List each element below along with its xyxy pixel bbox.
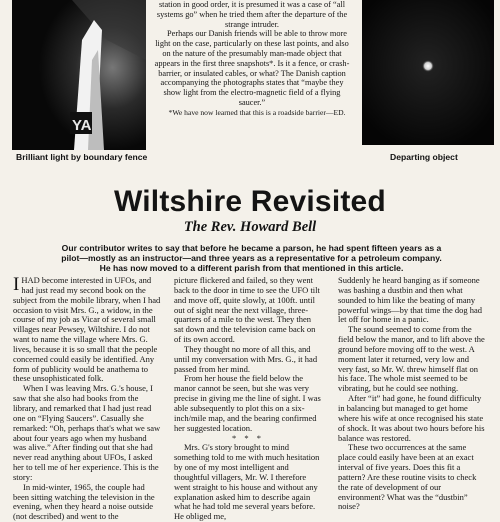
article-paragraph: From her house the field below the manor cannot be seen, but she was very precise in giving me the line of sight. I was able subsequently to plot this on a six-inch/mile map, and the bearing confirmed her suggested location.: [174, 373, 321, 433]
svg-text:YA: YA: [72, 117, 92, 134]
photo-brilliant-light-image: [12, 0, 146, 150]
article-paragraph-text: HAD become interested in UFOs, and had just read my second book on the subject from the mobile library, when I had occasion to visit Mrs. G., a widow, in the course of my job as Vicar of several small villages near Pewsey, Wiltshire. I do not want to name the village where Mrs. G. lives, because it is so small that the people concerned could easily be identified. Any form of publicity would be anathema to these unsophisticated folk.: [13, 275, 161, 384]
photo-departing-object: [362, 0, 494, 145]
photo-brilliant-light: [12, 0, 146, 150]
article-paragraph: [13, 276, 161, 384]
article-paragraph: picture flickered and failed, so they went back to the door in time to see the UFO tilt and move off, quite slowly, at 100ft. until out of sight near the next village, three-quarters of a mile to the west. They then sat down and the television came back on of its own accord.: [174, 275, 320, 345]
photo-departing-object-image: [362, 0, 494, 145]
article-paragraph: In mid-winter, 1965, the couple had been sitting watching the television in the evening, when they heard a noise outside (not described) and went to the: [13, 481, 155, 522]
caption-departing-object: Departing object: [390, 152, 458, 162]
article-paragraph: Suddenly he heard banging as if someone was bashing a dustbin and then what sounded to him like the beating of many powerful wings—by that time the dog had let off for home in a panic.: [338, 275, 483, 325]
previous-article-paragraph: station in good order, it is presumed it was a case of “all systems go” when he tried them after the departure of the strange intruder.: [156, 0, 348, 29]
previous-article-paragraph: Perhaps our Danish friends will be able to throw more light on the case, particularly on these last points, and also on the nature of the presumably man-made object that appears in the first three snapshots*. Is it a fence, or crash-barrier, or insulated cables, or what? The Danish caption accompanying the photographs states that “maybe they show light from the electro-magnetic field of a flying saucer.”: [154, 29, 350, 107]
article-paragraph: When I was leaving Mrs. G.'s house, I saw that she also had books from the library, and remarked that I had just read one on “Flying Saucers”. Casually she remarked: “Oh, perhaps that's what we saw about four years ago when my husband was alive.” After finding out that she had never read anything about UFOs, I asked her to tell me of her experience. This is the story:: [13, 383, 161, 482]
article-column-1: [13, 276, 161, 522]
article-column-2: [174, 276, 322, 522]
previous-article-text: [152, 0, 352, 118]
article-column-3: [338, 276, 486, 512]
article-intro: Our contributor writes to say that before he became a parson, he had spent fifteen years as a pilot—mostly as an instructor—and three years as a representative for a petroleum company. He has now moved to a different parish from that mentioned in this article.: [61, 243, 442, 274]
article-paragraph: After “it” had gone, he found difficulty in balancing but managed to get home where his wife at once recognised his state of shock. It was about two hours before his balance was restored.: [338, 393, 485, 443]
article-paragraph: These two occurrences at the same place could easily have been at an exact interval of five years. Does this fit a pattern? Are these routine visits to check the rate of development of our environment? What was the “dustbin” noise?: [338, 442, 477, 512]
previous-article-footnote: *We have now learned that this is a roadside barrier—ED.: [168, 107, 346, 117]
article-title: Wiltshire Revisited: [114, 185, 386, 218]
article-paragraph: The sound seemed to come from the field below the manor, and to lift above the ground before moving off to the west. A moment later it returned, very low and very fast, so Mr. W. threw himself flat on his face. The whole mist seemed to be vibrating, but he could see nothing.: [338, 324, 485, 394]
drop-cap: I: [13, 274, 20, 295]
section-break: * * *: [232, 432, 264, 443]
article-paragraph: Mrs. G's story brought to mind something told to me with much hesitation by one of my most intelligent and thoughtful villagers, Mr. W. I therefore went straight to his house and without any explanation asked him to describe again what he had told me several years before. He obliged me,: [174, 442, 320, 522]
article-paragraph: They thought no more of all this, and until my conversation with Mrs. G., it had passed from her mind.: [174, 343, 318, 374]
article-byline: The Rev. Howard Bell: [183, 219, 317, 235]
caption-brilliant-light: Brilliant light by boundary fence: [16, 152, 148, 162]
